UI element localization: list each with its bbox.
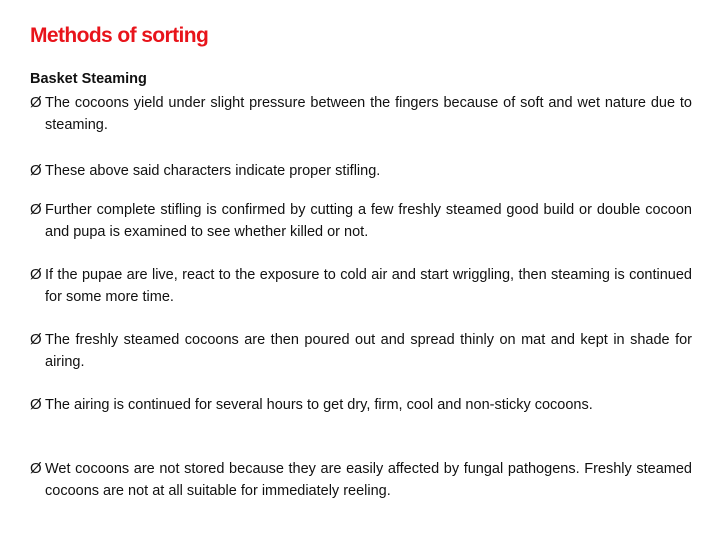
bullet-item — [30, 329, 692, 373]
bullet-item — [30, 160, 692, 182]
bullet-text: Wet cocoons are not stored because they are easily affected by fungal pathogens. Freshly steamed cocoons are not at all suitable for immediately reeling. — [45, 461, 692, 499]
bullet-text: Further complete stifling is confirmed by cutting a few freshly steamed good build or double cocoon and pupa is examined to see whether killed or not. — [45, 202, 692, 240]
bullet-text: The cocoons yield under slight pressure between the fingers because of soft and wet nature due to steaming. — [45, 95, 692, 133]
arrow-bullet-icon: Ø — [30, 201, 42, 218]
bullet-text: If the pupae are live, react to the exposure to cold air and start wriggling, then steaming is continued for some more time. — [45, 267, 692, 305]
bullet-item — [30, 199, 692, 243]
bullet-item — [30, 264, 692, 308]
section-heading: Basket Steaming — [30, 71, 147, 87]
bullet-item — [30, 458, 692, 502]
bullet-text: The airing is continued for several hours to get dry, firm, cool and non-sticky cocoons. — [45, 397, 593, 413]
bullet-item — [30, 92, 692, 136]
slide-title: Methods of sorting — [30, 24, 209, 47]
bullet-text: These above said characters indicate proper stifling. — [45, 163, 381, 179]
arrow-bullet-icon: Ø — [30, 266, 42, 283]
arrow-bullet-icon: Ø — [30, 331, 42, 348]
arrow-bullet-icon: Ø — [30, 396, 42, 413]
bullet-text: The freshly steamed cocoons are then poured out and spread thinly on mat and kept in shade for airing. — [45, 332, 692, 370]
arrow-bullet-icon: Ø — [30, 460, 42, 477]
arrow-bullet-icon: Ø — [30, 94, 42, 111]
arrow-bullet-icon: Ø — [30, 162, 42, 179]
bullet-item — [30, 394, 692, 416]
